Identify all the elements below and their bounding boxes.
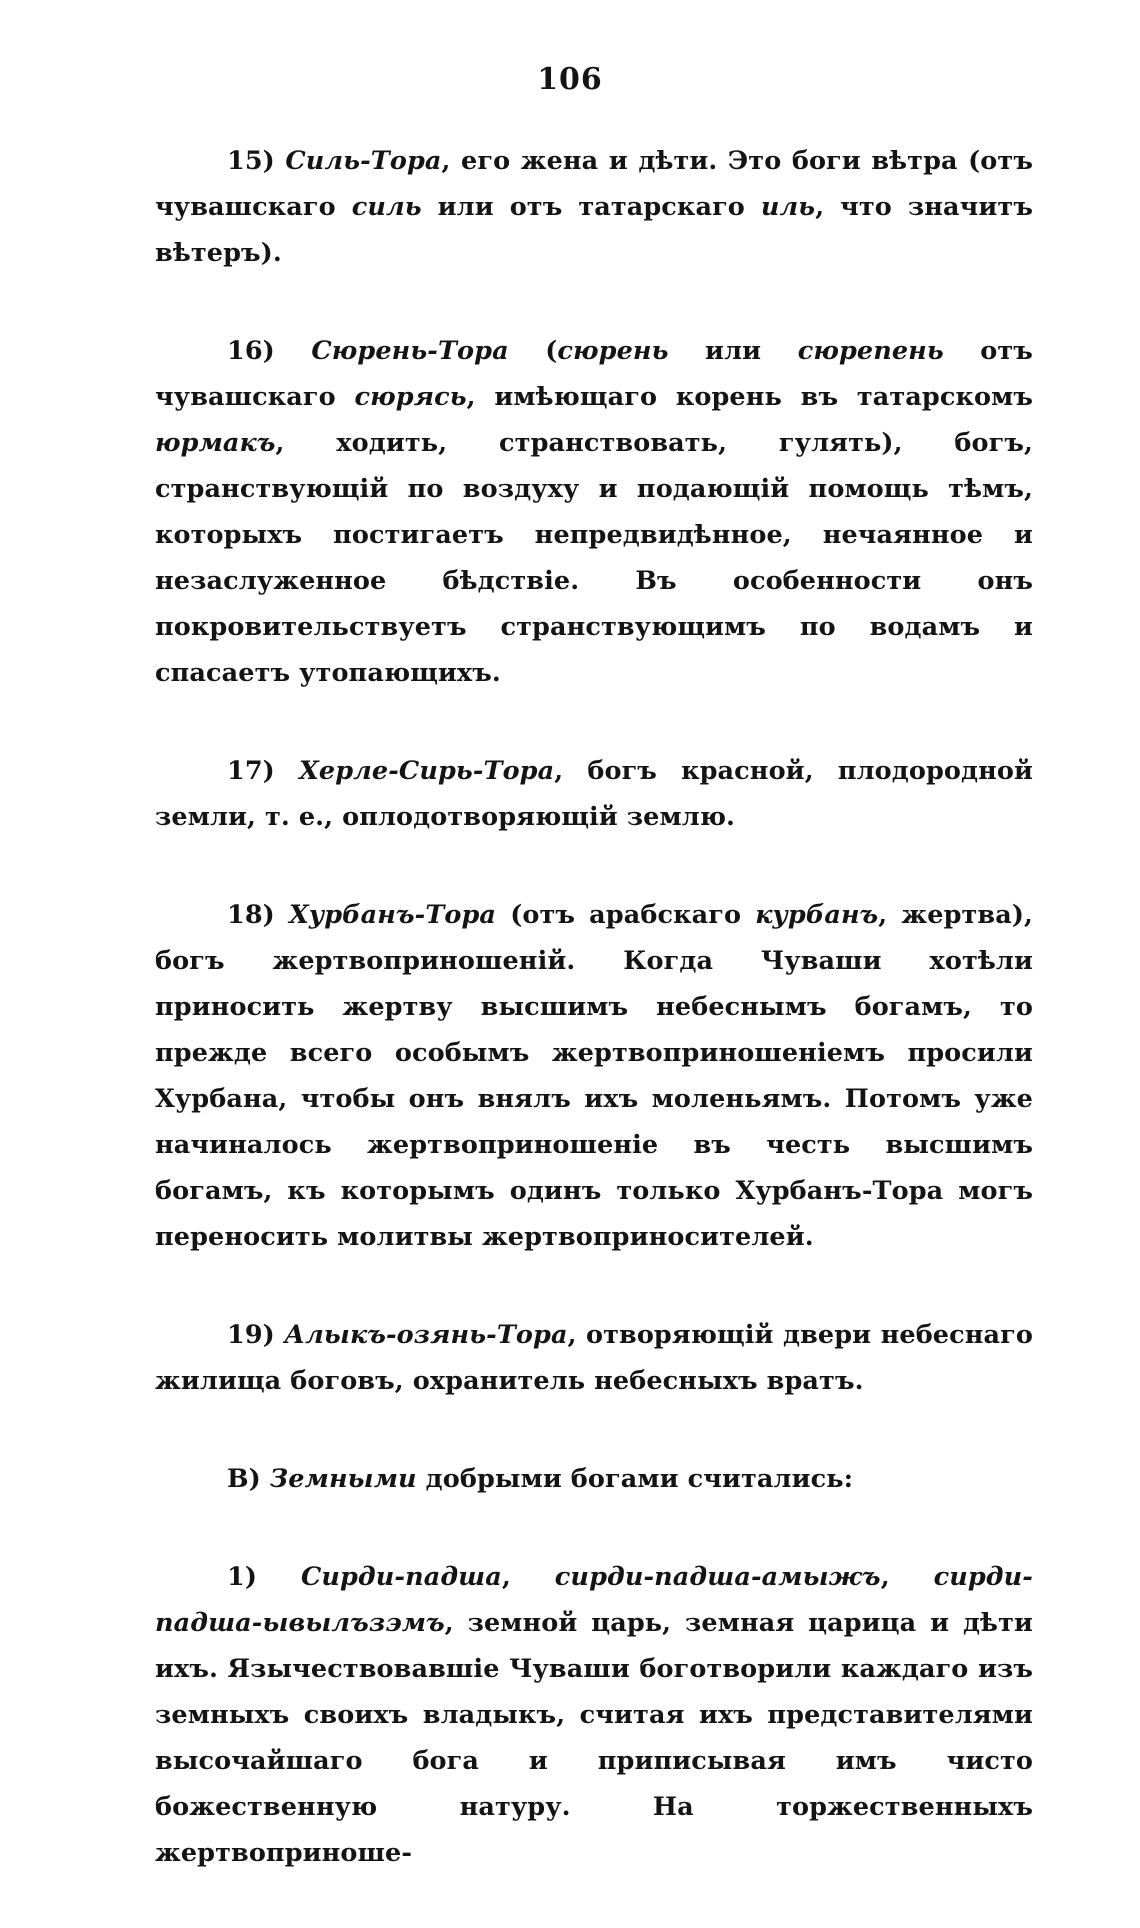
text-run: , имѣющаго корень въ татарскомъ (466, 382, 1033, 412)
text-run: , его жена и дѣти. Это боги вѣтра (отъ чувашскаго (155, 146, 1033, 222)
text-run: (отъ арабскаго (496, 900, 756, 930)
paragraph (155, 138, 1033, 276)
italic-term: Херле-Сирь-Тора (299, 756, 555, 786)
italic-term: сюрясь (354, 382, 467, 412)
text-run: ( (508, 336, 558, 366)
text-run: В) (227, 1464, 270, 1494)
italic-term: Сирди-падша (300, 1562, 502, 1592)
italic-term: Силь-Тора (285, 146, 442, 176)
italic-term: Хурбанъ-Тора (289, 900, 497, 930)
paragraph (155, 1554, 1033, 1876)
italic-term: Сюрень-Тора (311, 336, 509, 366)
italic-term: сирди-падша-амыжъ (554, 1562, 881, 1592)
body-text (155, 138, 1033, 1928)
text-run: , (501, 1562, 555, 1592)
text-run: добрыми богами считались: (416, 1464, 854, 1494)
text-run: 15) (227, 146, 286, 176)
section-heading (155, 1456, 1033, 1502)
text-run: 1) (227, 1562, 301, 1592)
text-run: , богъ красной, плодородной земли, т. е., оплодотворяющій землю. (155, 756, 1033, 832)
italic-term: иль (760, 192, 816, 222)
text-run: , отворяющій двери небеснаго жилища боговъ, охранитель небесныхъ вратъ. (155, 1320, 1033, 1396)
italic-term: Земными (269, 1464, 417, 1494)
italic-term: юрмакъ (155, 428, 276, 458)
text-run: 16) (227, 336, 312, 366)
text-run: , (880, 1562, 934, 1592)
text-run: 18) (227, 900, 289, 930)
text-run: отъ чувашскаго (155, 336, 1033, 412)
italic-term: Алыкъ-озянь-Тора (284, 1320, 568, 1350)
text-run: , что значитъ вѣтеръ). (155, 192, 1033, 268)
italic-term: сирди-падша-ывылъзэмъ (155, 1562, 1033, 1638)
text-run: 19) (227, 1320, 285, 1350)
page-number: 106 (537, 62, 603, 97)
italic-term: сюрень (557, 336, 669, 366)
paragraph (155, 328, 1033, 696)
text-run: , земной царь, земная царица и дѣти ихъ. Язычествовавшіе Чуваши боготворили каждаго изъ земныхъ своихъ владыкъ, считая ихъ представителями высочайшаго бога и приписывая имъ чисто божественную натуру. На торжественныхъ жертвоприноше- (155, 1608, 1033, 1868)
paragraph (155, 892, 1033, 1260)
text-run: , ходить, странствовать, гулять), богъ, странствующій по воздуху и подающій помощь тѣмъ, которыхъ постигаетъ непредвидѣнное, нечаянное и незаслуженное бѣдствіе. Въ особенности онъ покровительствуетъ странствующимъ по водамъ и спасаетъ утопающихъ. (155, 428, 1033, 688)
text-run: 17) (227, 756, 300, 786)
text-run: , жертва), богъ жертвоприношеній. Когда Чуваши хотѣли приносить жертву высшимъ небеснымъ богамъ, то прежде всего особымъ жертвоприношеніемъ просили Хурбана, чтобы онъ внялъ ихъ моленьямъ. Потомъ уже начиналось жертвоприношеніе въ честь высшимъ богамъ, къ которымъ одинъ только Хурбанъ-Тора могъ переносить молитвы жертвоприносителей. (155, 900, 1033, 1252)
paragraph (155, 748, 1033, 840)
italic-term: курбанъ (755, 900, 879, 930)
paragraph (155, 1312, 1033, 1404)
italic-term: сюрепень (797, 336, 944, 366)
text-run: или (668, 336, 798, 366)
italic-term: силь (351, 192, 422, 222)
text-run: или отъ татарскаго (421, 192, 761, 222)
